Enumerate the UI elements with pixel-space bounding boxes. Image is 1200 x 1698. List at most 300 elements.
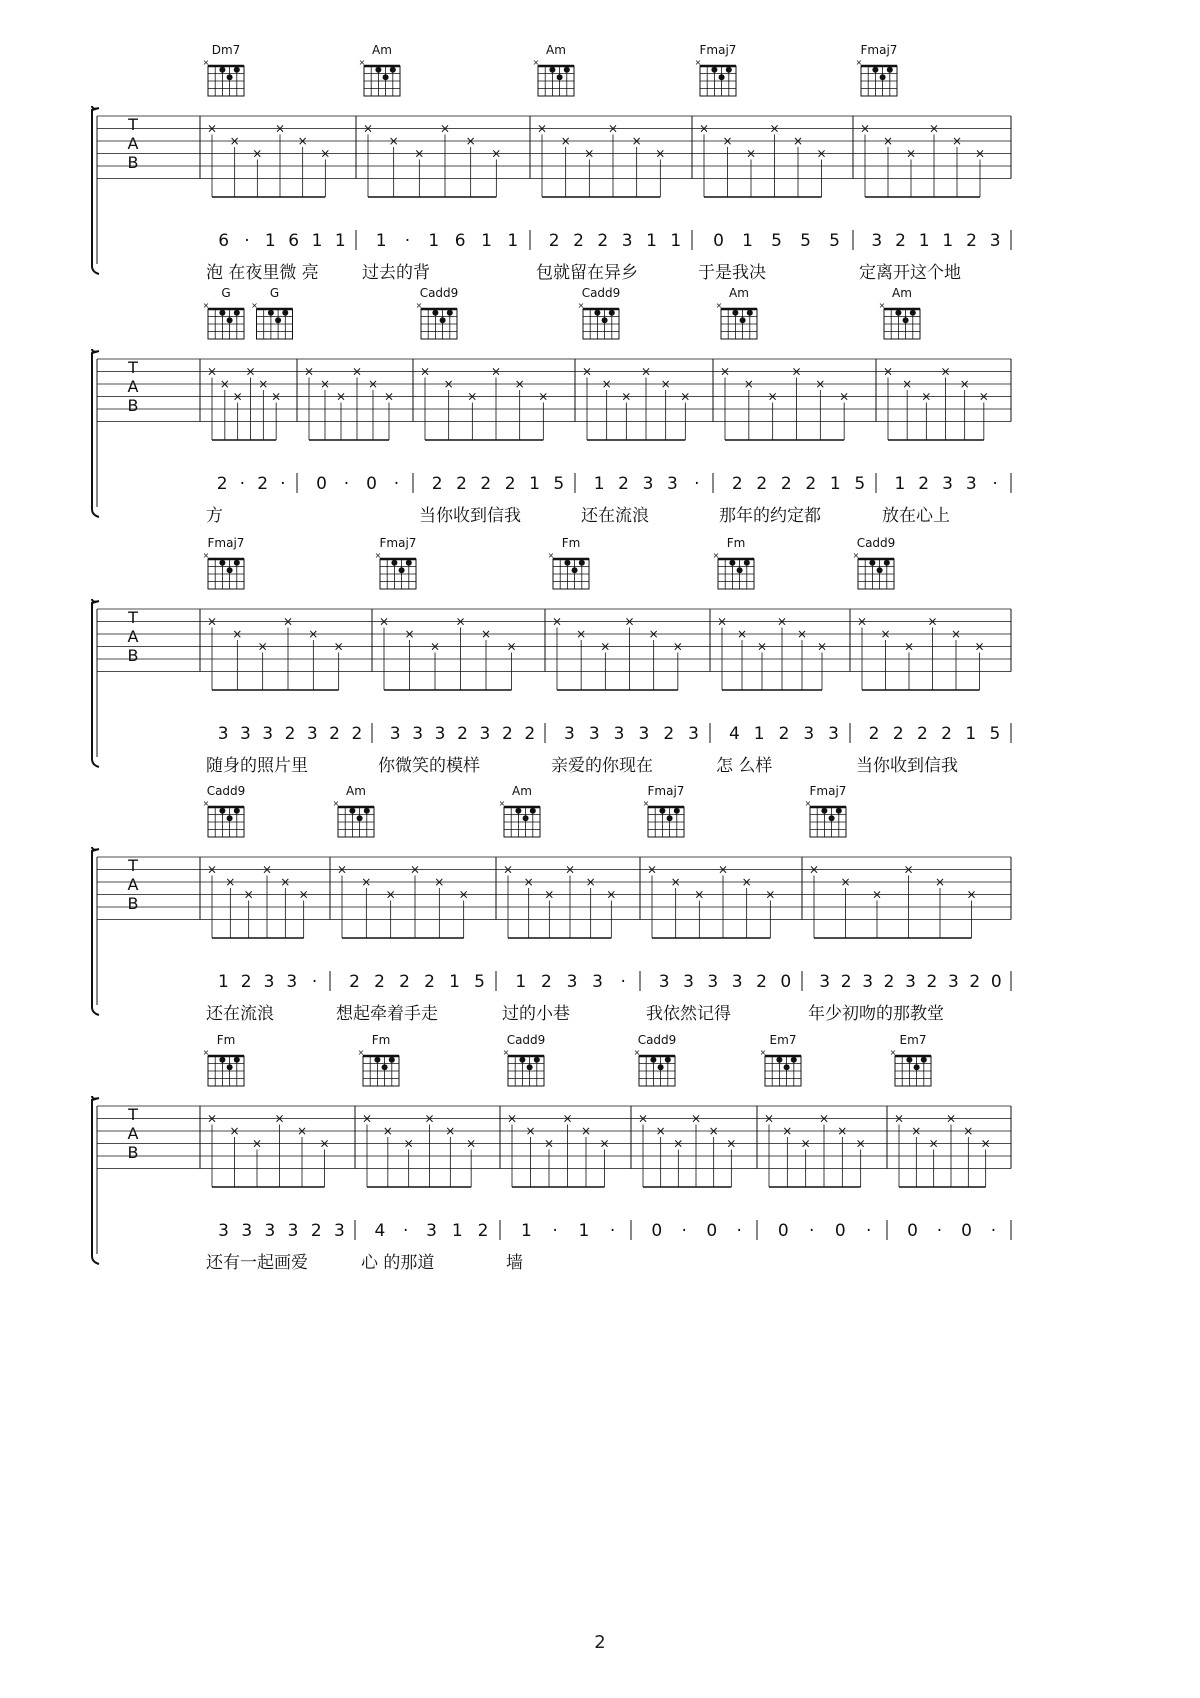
tab-note-mark: ×	[506, 639, 517, 654]
tab-note-mark: ×	[297, 134, 308, 148]
muted-string-mark: ×	[712, 551, 720, 560]
tab-clef-letter: T	[128, 1105, 138, 1124]
tab-note-mark: ×	[855, 1136, 866, 1151]
tab-note-mark: ×	[959, 377, 970, 391]
tab-note-mark: ×	[385, 887, 396, 902]
muted-string-mark: ×	[577, 301, 585, 310]
lyric-text: 泡 在夜里微 亮	[206, 263, 319, 283]
muted-string-mark: ×	[374, 551, 382, 560]
tab-note-mark: ×	[382, 1124, 393, 1138]
tab-note-mark: ×	[680, 389, 691, 404]
numbered-note: 3	[218, 1221, 229, 1241]
numbered-note: 2	[399, 972, 410, 992]
tab-note-mark: ×	[576, 627, 587, 641]
tab-clef-letter: A	[127, 627, 139, 646]
finger-dot	[711, 67, 717, 73]
tab-clef-letter: B	[127, 1143, 139, 1162]
chord-name: Am	[372, 43, 392, 57]
finger-dot	[527, 1064, 533, 1070]
system-bracket	[92, 349, 99, 517]
system-bracket	[92, 847, 99, 1015]
finger-dot	[364, 808, 370, 814]
tab-note-mark: ×	[782, 1124, 793, 1138]
chord-diagram	[716, 286, 757, 339]
tab-note-mark: ×	[690, 1111, 702, 1126]
tab-note-mark: ×	[274, 1111, 285, 1126]
numbered-note: 2	[731, 474, 743, 494]
tab-note-mark: ×	[928, 1136, 939, 1151]
numbered-note: 1	[578, 1221, 590, 1241]
finger-dot	[515, 808, 521, 814]
tab-note-mark: ×	[974, 146, 986, 161]
tab-note-mark: ×	[514, 377, 525, 391]
finger-dot	[869, 560, 875, 566]
finger-dot	[914, 1064, 920, 1070]
numbered-note: 2	[457, 724, 468, 744]
finger-dot	[227, 317, 233, 323]
numbered-note: 2	[431, 474, 443, 494]
finger-dot	[383, 74, 389, 80]
numbered-note: 3	[334, 1221, 345, 1241]
numbered-note: 1	[965, 724, 977, 744]
numbered-note: 5	[854, 474, 866, 494]
tab-note-mark: ×	[719, 364, 731, 379]
numbered-note: 3	[621, 231, 633, 251]
lyric-text: 放在心上	[882, 506, 950, 526]
lyric-text: 包就留在异乡	[536, 263, 638, 283]
tab-note-mark: ×	[383, 389, 395, 404]
tab-note-mark: ×	[980, 1136, 991, 1151]
numbered-note: 2	[926, 972, 938, 992]
chord-diagram	[358, 1033, 399, 1086]
finger-dot	[227, 815, 233, 821]
tab-note-mark: ×	[580, 1124, 592, 1138]
tab-clef-letter: T	[128, 115, 138, 134]
finger-dot	[784, 1064, 790, 1070]
muted-string-mark: ×	[202, 1048, 210, 1057]
muted-string-mark: ×	[498, 799, 506, 808]
numbered-note: ·	[992, 474, 998, 494]
tab-note-mark: ×	[840, 875, 851, 889]
chord-name: Fm	[726, 536, 746, 550]
tab-note-mark: ×	[624, 614, 635, 629]
numbered-note: 1	[742, 231, 753, 251]
numbered-note: 3	[803, 724, 815, 744]
tab-note-mark: ×	[536, 121, 548, 136]
numbered-note: 1	[334, 231, 346, 251]
muted-string-mark: ×	[547, 551, 555, 560]
numbered-note: 2	[501, 724, 513, 744]
numbered-note: 2	[778, 724, 790, 744]
finger-dot	[659, 808, 665, 814]
tab-note-mark: ×	[443, 377, 454, 391]
finger-dot	[791, 1057, 797, 1063]
numbered-note: 2	[504, 474, 516, 494]
finger-dot	[602, 317, 608, 323]
chord-diagram	[805, 784, 847, 837]
finger-dot	[906, 1057, 912, 1063]
tab-clef-letter: T	[128, 856, 138, 875]
numbered-note: 2	[329, 724, 340, 744]
numbered-note: 3	[658, 972, 670, 992]
numbered-note: 1	[670, 231, 682, 251]
lyric-text: 你微笑的模样	[378, 756, 480, 776]
chord-diagram	[499, 784, 540, 837]
tab-note-mark: ×	[458, 887, 469, 902]
finger-dot	[219, 808, 225, 814]
chord-diagram	[634, 1033, 677, 1086]
chord-name: Fmaj7	[207, 536, 245, 550]
finger-dot	[884, 560, 890, 566]
numbered-note: 2	[918, 474, 930, 494]
numbered-note: 2	[895, 231, 906, 251]
numbered-note: 2	[524, 724, 536, 744]
tab-note-mark: ×	[320, 146, 331, 161]
tab-note-mark: ×	[756, 639, 768, 654]
chord-name: Am	[892, 286, 912, 300]
numbered-note: ·	[244, 231, 250, 251]
numbered-note: 2	[892, 724, 904, 744]
numbered-note: 3	[905, 972, 916, 992]
numbered-note: 0	[366, 474, 377, 494]
tab-note-mark: ×	[414, 146, 425, 161]
numbered-note: 2	[374, 972, 385, 992]
numbered-note: 3	[389, 724, 401, 744]
finger-dot	[549, 67, 555, 73]
tab-note-mark: ×	[655, 1124, 666, 1138]
chord-name: Em7	[769, 1033, 797, 1047]
muted-string-mark: ×	[633, 1048, 641, 1057]
numbered-note: 3	[592, 972, 604, 992]
finger-dot	[530, 808, 536, 814]
finger-dot	[234, 560, 240, 566]
tab-note-mark: ×	[362, 121, 374, 136]
finger-dot	[399, 567, 405, 573]
chord-name: Dm7	[211, 43, 241, 57]
tab-note-mark: ×	[765, 887, 776, 902]
chord-name: Fmaj7	[809, 784, 847, 798]
lyric-text: 还在流浪	[206, 1004, 274, 1024]
finger-dot	[219, 310, 225, 316]
tab-note-mark: ×	[429, 639, 441, 654]
numbered-note: 3	[707, 972, 719, 992]
finger-dot	[227, 1064, 233, 1070]
tab-note-mark: ×	[837, 1124, 848, 1138]
numbered-note: ·	[280, 474, 286, 494]
tab-note-mark: ×	[966, 887, 977, 902]
chord-diagram	[760, 1033, 801, 1086]
tab-note-mark: ×	[621, 389, 632, 404]
tab-note-mark: ×	[934, 875, 946, 889]
tab-note-mark: ×	[816, 639, 828, 654]
muted-string-mark: ×	[358, 58, 366, 67]
numbered-note: 5	[800, 231, 811, 251]
numbered-note: 2	[941, 724, 952, 744]
chord-name: Fmaj7	[379, 536, 417, 550]
finger-dot	[740, 317, 746, 323]
system-bracket	[92, 1096, 99, 1264]
muted-string-mark: ×	[202, 301, 210, 310]
chord-name: Fm	[371, 1033, 391, 1047]
numbered-note: 3	[566, 972, 578, 992]
finger-dot	[719, 74, 725, 80]
finger-dot	[382, 1064, 388, 1070]
numbered-note: 3	[731, 972, 743, 992]
tab-note-mark: ×	[409, 862, 421, 877]
tab-note-mark: ×	[434, 875, 445, 889]
tab-note-mark: ×	[800, 1136, 811, 1151]
muted-string-mark: ×	[804, 799, 812, 808]
muted-string-mark: ×	[415, 301, 423, 310]
tab-note-mark: ×	[767, 389, 778, 404]
chord-diagram	[879, 286, 920, 339]
tab-clef-letter: A	[127, 1124, 139, 1143]
lyric-text: 随身的照片里	[206, 756, 308, 776]
tab-note-mark: ×	[439, 121, 451, 136]
tab-note-mark: ×	[717, 862, 729, 877]
finger-dot	[836, 808, 842, 814]
tab-note-mark: ×	[708, 1124, 719, 1138]
muted-string-mark: ×	[202, 799, 210, 808]
numbered-note: 1	[217, 972, 229, 992]
numbered-note: 2	[969, 972, 981, 992]
tab-note-mark: ×	[506, 1111, 518, 1126]
chord-diagram	[375, 536, 417, 589]
numbered-note: 1	[646, 231, 657, 251]
tab-note-mark: ×	[252, 146, 263, 161]
tab-note-mark: ×	[361, 875, 372, 889]
tab-note-mark: ×	[902, 377, 913, 391]
tab-note-mark: ×	[815, 377, 826, 391]
tab-clef-letter: A	[127, 377, 139, 396]
muted-string-mark: ×	[715, 301, 723, 310]
numbered-note: 3	[306, 724, 318, 744]
tab-note-mark: ×	[978, 389, 989, 404]
numbered-note: 3	[479, 724, 491, 744]
numbered-note: 3	[871, 231, 883, 251]
tab-note-mark: ×	[564, 862, 576, 877]
tab-note-mark: ×	[698, 121, 710, 136]
finger-dot	[650, 1057, 656, 1063]
finger-dot	[375, 67, 381, 73]
tab-note-mark: ×	[893, 1111, 905, 1126]
numbered-note: 2	[284, 724, 296, 744]
tab-note-mark: ×	[859, 121, 871, 136]
tab-note-mark: ×	[282, 614, 294, 629]
tab-note-mark: ×	[951, 134, 963, 148]
tab-note-mark: ×	[445, 1124, 456, 1138]
finger-dot	[887, 67, 893, 73]
finger-dot	[268, 310, 274, 316]
numbered-note: 3	[264, 1221, 276, 1241]
numbered-note: ·	[736, 1221, 742, 1241]
tab-note-mark: ×	[378, 614, 390, 629]
numbered-note: ·	[311, 972, 318, 992]
tab-note-mark: ×	[206, 614, 218, 629]
lyric-text: 还有一起画爱	[206, 1253, 308, 1273]
chord-name: Cadd9	[419, 286, 459, 300]
finger-dot	[357, 815, 363, 821]
tab-note-mark: ×	[743, 377, 754, 391]
finger-dot	[219, 67, 225, 73]
numbered-note: 2	[310, 1221, 322, 1241]
tab-note-mark: ×	[274, 121, 286, 136]
muted-string-mark: ×	[889, 1048, 897, 1057]
tab-clef-letter: A	[127, 875, 139, 894]
tab-note-mark: ×	[599, 1136, 610, 1151]
chord-diagram	[503, 1033, 546, 1086]
tab-note-mark: ×	[551, 614, 563, 629]
numbered-note: 3	[688, 724, 699, 744]
tab-note-mark: ×	[303, 364, 315, 379]
numbered-note: 3	[683, 972, 694, 992]
numbered-note: 5	[989, 724, 1001, 744]
lyric-text: 想起牵着手走	[336, 1004, 438, 1024]
numbered-note: 3	[989, 231, 1001, 251]
chord-diagram	[713, 536, 754, 589]
chord-name: Cadd9	[506, 1033, 546, 1047]
tab-note-mark: ×	[502, 862, 514, 877]
chord-diagram	[203, 43, 244, 96]
numbered-note: 2	[663, 724, 675, 744]
numbered-note: ·	[393, 474, 400, 494]
numbered-note: 5	[474, 972, 485, 992]
numbered-note: ·	[936, 1221, 943, 1241]
finger-dot	[872, 67, 878, 73]
tab-note-mark: ×	[403, 1136, 414, 1151]
numbered-note: 0	[990, 972, 1002, 992]
numbered-note: 3	[942, 474, 953, 494]
numbered-note: ·	[239, 474, 246, 494]
tab-note-mark: ×	[257, 639, 268, 654]
tab-note-mark: ×	[319, 377, 331, 391]
tab-note-mark: ×	[491, 146, 502, 161]
finger-dot	[726, 67, 732, 73]
tab-note-mark: ×	[871, 887, 883, 902]
numbered-note: 2	[917, 724, 928, 744]
numbered-note: ·	[343, 474, 350, 494]
tab-note-mark: ×	[882, 364, 894, 379]
tab-clef-letter: B	[127, 153, 139, 172]
tab-note-mark: ×	[206, 121, 218, 136]
lyric-text: 过去的背	[362, 263, 430, 283]
numbered-note: 1	[507, 231, 519, 251]
numbered-note: 3	[638, 724, 650, 744]
numbered-note: 2	[540, 972, 552, 992]
finger-dot	[594, 310, 600, 316]
numbered-note: 2	[349, 972, 360, 992]
tab-note-mark: ×	[655, 146, 666, 161]
numbered-note: 2	[424, 972, 435, 992]
finger-dot	[579, 560, 585, 566]
numbered-note: 2	[351, 724, 363, 744]
chord-name: Am	[346, 784, 366, 798]
finger-dot	[609, 310, 615, 316]
finger-dot	[282, 310, 288, 316]
chord-name: Fm	[216, 1033, 236, 1047]
numbered-note: ·	[694, 474, 700, 494]
tab-note-mark: ×	[466, 1136, 477, 1151]
finger-dot	[227, 74, 233, 80]
tab-note-mark: ×	[763, 1111, 775, 1126]
tab-note-mark: ×	[880, 627, 891, 641]
tab-note-mark: ×	[361, 1111, 373, 1126]
finger-dot	[519, 1057, 525, 1063]
tab-note-mark: ×	[271, 389, 282, 404]
tab-note-mark: ×	[419, 364, 431, 379]
tab-note-mark: ×	[640, 364, 652, 379]
tab-note-mark: ×	[490, 364, 502, 379]
tab-note-mark: ×	[839, 389, 850, 404]
numbered-note: 2	[868, 724, 880, 744]
lyric-text: 方	[206, 506, 223, 526]
finger-dot	[572, 567, 578, 573]
numbered-note: 2	[780, 474, 792, 494]
numbered-note: 3	[263, 972, 275, 992]
chord-name: Fmaj7	[860, 43, 898, 57]
numbered-note: 2	[477, 1221, 489, 1241]
tab-note-mark: ×	[562, 1111, 573, 1126]
tab-note-mark: ×	[560, 134, 571, 148]
lyric-text: 于是我决	[698, 263, 766, 283]
chord-diagram	[203, 784, 246, 837]
tab-note-mark: ×	[319, 1136, 330, 1151]
numbered-note: 2	[597, 231, 609, 251]
tab-note-mark: ×	[945, 1111, 957, 1126]
tab-note-mark: ×	[911, 1124, 922, 1138]
chord-name: Cadd9	[856, 536, 896, 550]
tab-note-mark: ×	[543, 1136, 555, 1151]
finger-dot	[776, 1057, 782, 1063]
numbered-note: 2	[618, 474, 630, 494]
finger-dot	[219, 1057, 225, 1063]
tab-note-mark: ×	[927, 614, 938, 629]
tab-note-mark: ×	[538, 389, 549, 404]
tab-note-mark: ×	[856, 614, 868, 629]
finger-dot	[564, 67, 570, 73]
chord-name: Em7	[899, 1033, 927, 1047]
chord-diagram	[853, 536, 896, 589]
tab-note-mark: ×	[974, 639, 985, 654]
finger-dot	[729, 560, 735, 566]
lyric-text: 定离开这个地	[859, 263, 961, 283]
chord-diagram	[416, 286, 459, 339]
chord-diagram	[251, 286, 292, 339]
numbered-note: 1	[449, 972, 460, 992]
numbered-note: 5	[829, 231, 840, 251]
tab-note-mark: ×	[480, 627, 492, 641]
tab-clef-letter: B	[127, 894, 139, 913]
lyric-text: 当你收到信我	[419, 506, 521, 526]
chord-diagram	[695, 43, 737, 96]
finger-dot	[921, 1057, 927, 1063]
chord-diagram	[203, 286, 244, 339]
numbered-note: 2	[480, 474, 492, 494]
finger-dot	[234, 808, 240, 814]
finger-dot	[747, 310, 753, 316]
lyric-text: 墙	[506, 1253, 523, 1273]
numbered-note: 1	[515, 972, 527, 992]
tab-note-mark: ×	[206, 862, 218, 877]
muted-string-mark: ×	[852, 551, 860, 560]
tab-note-mark: ×	[219, 377, 230, 391]
chord-diagram	[890, 1033, 931, 1086]
numbered-note: 3	[286, 972, 298, 992]
muted-string-mark: ×	[357, 1048, 365, 1057]
numbered-note: 1	[942, 231, 954, 251]
tab-note-mark: ×	[280, 875, 291, 889]
tab-note-mark: ×	[791, 364, 802, 379]
